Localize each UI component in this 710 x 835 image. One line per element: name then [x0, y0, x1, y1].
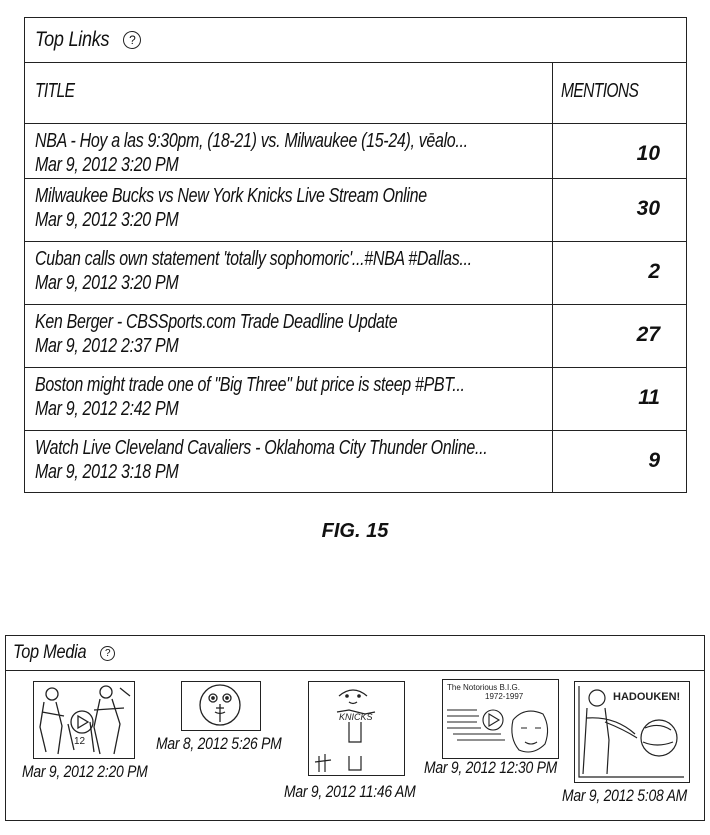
table-row[interactable] [25, 178, 686, 239]
mention-count: 10 [636, 142, 660, 165]
link-title[interactable]: Boston might trade one of "Big Three" but price is steep #PBT... [35, 374, 465, 396]
link-date: Mar 9, 2012 3:18 PM [35, 461, 179, 483]
top-media-header [6, 636, 704, 671]
mention-count: 30 [636, 197, 660, 220]
svg-text:12: 12 [74, 736, 86, 747]
link-title[interactable]: Milwaukee Bucks vs New York Knicks Live Stream Online [35, 185, 427, 207]
help-icon[interactable]: ? [123, 31, 141, 49]
notorious-big-video-thumbnail-icon [443, 680, 557, 757]
knicks-sketch-thumbnail-icon [309, 682, 403, 774]
link-date: Mar 9, 2012 2:37 PM [35, 335, 179, 357]
media-thumbnail-hadouken[interactable] [574, 681, 690, 783]
top-links-title: Top Links [35, 28, 110, 51]
media-date: Mar 9, 2012 12:30 PM [424, 758, 558, 777]
media-date: Mar 9, 2012 2:20 PM [22, 762, 148, 781]
figure-caption: FIG. 15 [321, 520, 389, 542]
media-date: Mar 9, 2012 5:08 AM [562, 786, 687, 805]
table-row[interactable] [25, 304, 686, 365]
knicks-caption: KNICKS [339, 712, 373, 722]
table-row[interactable] [25, 430, 686, 491]
top-links-panel [24, 17, 687, 493]
table-row[interactable] [25, 124, 686, 185]
link-title[interactable]: Cuban calls own statement 'totally sophomoric'...#NBA #Dallas... [35, 248, 472, 270]
link-date: Mar 9, 2012 3:20 PM [35, 209, 179, 231]
help-icon[interactable]: ? [100, 646, 115, 661]
hadouken-thumbnail-icon [575, 682, 688, 781]
media-years: 1972-1997 [485, 692, 524, 701]
hadouken-caption: HADOUKEN! [613, 691, 681, 703]
top-media-panel [5, 635, 705, 821]
basketball-players-video-thumbnail-icon [34, 682, 133, 757]
mention-count: 2 [648, 260, 660, 283]
media-caption: The Notorious B.I.G. [447, 683, 520, 692]
mention-count: 9 [648, 449, 660, 472]
link-title[interactable]: Ken Berger - CBSSports.com Trade Deadline Update [35, 311, 398, 333]
media-date: Mar 9, 2012 11:46 AM [284, 782, 416, 801]
mention-count: 11 [638, 386, 660, 409]
media-thumbnail-shush[interactable] [181, 681, 261, 731]
top-media-title: Top Media [13, 642, 87, 663]
column-header-mentions[interactable]: MENTIONS [561, 80, 639, 102]
link-title[interactable]: Watch Live Cleveland Cavaliers - Oklahoma City Thunder Online... [35, 437, 488, 459]
link-date: Mar 9, 2012 3:20 PM [35, 272, 179, 294]
shush-face-thumbnail-icon [182, 682, 259, 729]
table-row[interactable] [25, 241, 686, 302]
link-date: Mar 9, 2012 2:42 PM [35, 398, 179, 420]
column-header-title[interactable]: TITLE [35, 80, 75, 102]
mention-count: 27 [636, 323, 660, 346]
media-thumbnail-players[interactable] [33, 681, 135, 759]
link-title[interactable]: NBA - Hoy a las 9:30pm, (18-21) vs. Milwaukee (15-24), vēalo... [35, 130, 468, 152]
column-header-row [25, 63, 686, 124]
media-date: Mar 8, 2012 5:26 PM [156, 734, 282, 753]
table-row[interactable] [25, 367, 686, 428]
media-thumbnail-notorious-big[interactable] [442, 679, 559, 759]
top-links-header [25, 18, 686, 63]
link-date: Mar 9, 2012 3:20 PM [35, 154, 179, 176]
media-thumbnail-knicks[interactable] [308, 681, 405, 776]
